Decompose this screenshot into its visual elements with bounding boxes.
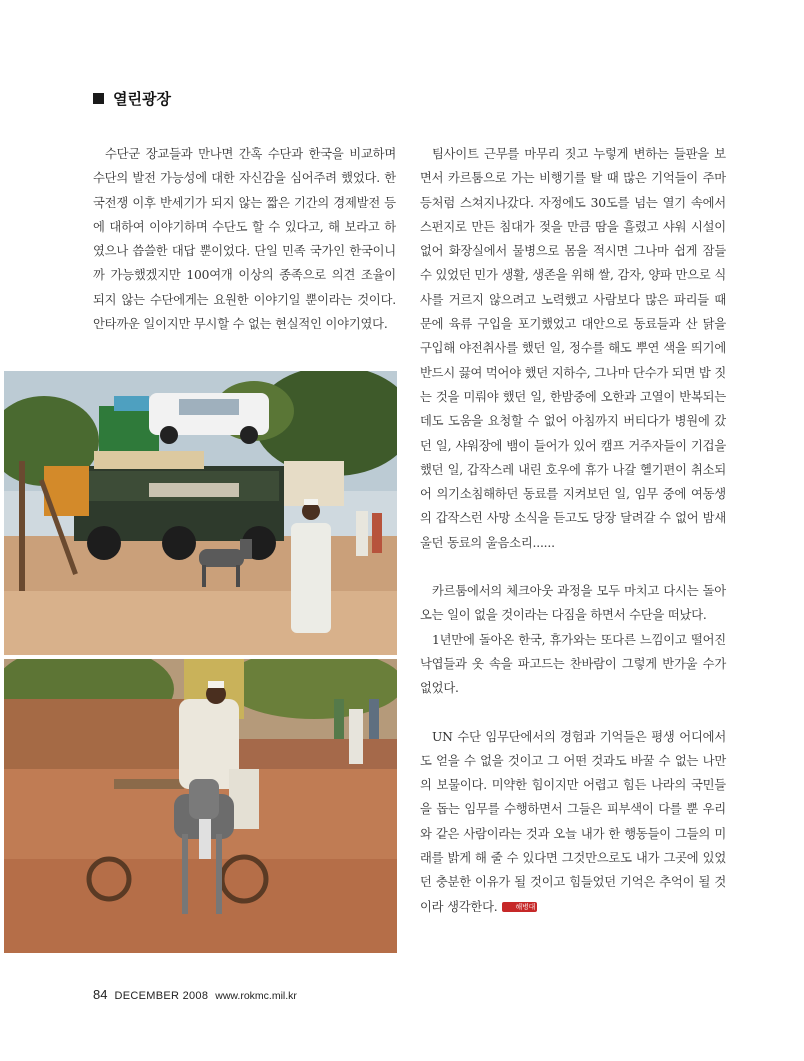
donkey-cart-photo-illustration [4,659,397,953]
arrival-paragraph: 1년만에 돌아온 한국, 휴가와는 또다른 느낌이고 떨어진 낙엽들과 옷 속을 파고드는 찬바람이 그렇게 반가울 수가 없었다. [420,632,726,696]
paragraph-block-conclusion [420,725,726,919]
truck-photo-illustration [4,371,397,655]
black-square-icon [93,93,104,104]
page-footer [93,987,297,1002]
left-paragraph: 수단군 장교들과 만나면 간혹 수단과 한국을 비교하며 수단의 발전 가능성에 대한 자신감을 심어주려 했었다. 한국전쟁 이후 반세기가 되지 않는 짧은 기간의 경제발전 등에 대하여 이야기하며 수단도 할 수 있다고, 해 보라고 하였으나 씁쓸한 대답 뿐이었다. 단일 민족 국가인 한국이니까 가능했겠지만 100여개 이상의 종족으로 의견 조율이 되지 않는 수단에게는 요원한 이야기일 뿐이라는 것이다. 안타까운 일이지만 무시할 수 없는 현실적인 이야기였다. [93,147,396,332]
memories-paragraph: 팀사이트 근무를 마무리 짓고 누렇게 변하는 들판을 보면서 카르툼으로 가는 비행기를 탈 때 많은 기억들이 주마등처럼 스쳐지나갔다. 자정에도 30도를 넘는 열기 속에서 스펀지로 만든 침대가 젖을 만큼 땀을 흘렸고 샤워 시설이 없어 화장실에서 물병으로 몸을 적시면 그나마 쉽게 잠들 수 있었던 민가 생활, 생존을 위해 쌀, 감자, 양파 만으로 식사를 거르지 않으려고 노력했고 사람보다 많은 파리들 때문에 육류 구입을 포기했었고 대안으로 동료들과 산 닭을 구입해 야전취사를 했던 일, 정수를 해도 뿌연 색을 띄기에 반드시 끓여 먹어야 했던 지하수, 그나마 단수가 되면 밥 짓는 것을 미뤄야 했던 일, 한밤중에 오한과 고열이 반복되는데도 도움을 요청할 수 없어 아침까지 버티다가 병원에 갔던 일, 샤워장에 뱀이 들어가 있어 캠프 거주자들이 기겁을 했던 일, 갑작스레 내린 호우에 휴가 나갈 헬기편이 취소되어 의기소침해하던 동료를 지켜보던 일, 임무 중에 여동생의 갑작스런 사망 소식을 듣고도 당장 달려갈 수 없어 밤새 울던 동료의 울음소리...... [420,147,726,550]
website-url: www.rokmc.mil.kr [215,990,297,1002]
section-title: 열린광장 [113,90,171,108]
departure-paragraph: 카르툼에서의 체크아웃 과정을 모두 마치고 다시는 돌아오는 일이 없을 것이라는 다짐을 하면서 수단을 떠났다. [420,584,726,623]
end-mark-logo: 해병대 [502,902,538,912]
paragraph-block-return [420,579,726,700]
right-column-text [420,142,726,943]
conclusion-text: UN 수단 임무단에서의 경험과 기억들은 평생 어디에서도 얻을 수 없을 것이고 그 어떤 것과도 바꿀 수 없는 나만의 보물이다. 미약한 힘이지만 어렵고 힘든 나라의 국민들을 돕는 임무를 수행하면서 그들은 피부색이 다를 뿐 우리와 같은 사람이라는 것과 오늘 내가 한 행동들이 그들의 미래를 밝게 해 줄 수 있다면 그것만으로도 내가 그곳에 있었던 충분한 이유가 될 것이고 힘들었던 기억은 추억이 될 것이라 생각한다. [420,729,726,914]
conclusion-paragraph [420,725,726,919]
left-column-text [93,142,396,336]
section-header [93,88,171,109]
issue-label: DECEMBER 2008 [114,990,209,1002]
paragraph-block-memories [420,142,726,555]
page-number: 84 [93,987,108,1002]
photo-truck-scene [4,371,397,655]
photo-donkey-cart [4,659,397,953]
